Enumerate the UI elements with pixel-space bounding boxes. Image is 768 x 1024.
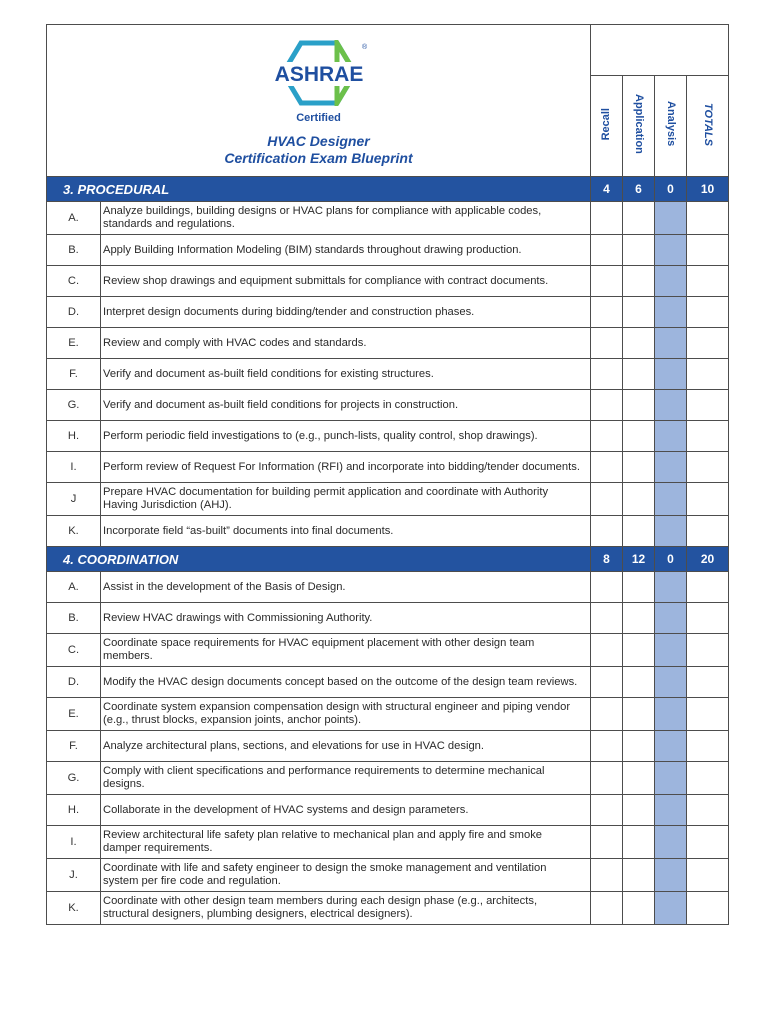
analysis-cell — [655, 235, 687, 266]
column-header-recall: Recall — [591, 76, 623, 177]
application-cell — [623, 390, 655, 421]
totals-cell — [687, 390, 729, 421]
recall-cell — [591, 390, 623, 421]
section-total: 10 — [687, 177, 729, 202]
recall-cell — [591, 892, 623, 925]
title-line-2: Certification Exam Blueprint — [224, 150, 413, 166]
analysis-cell — [655, 603, 687, 634]
analysis-cell — [655, 667, 687, 698]
totals-cell — [687, 762, 729, 795]
analysis-cell — [655, 452, 687, 483]
application-cell — [623, 202, 655, 235]
item-description: Perform review of Request For Information (RFI) and incorporate into bidding/tender documents. — [101, 452, 591, 483]
analysis-cell — [655, 572, 687, 603]
recall-cell — [591, 667, 623, 698]
section-header-row — [47, 547, 729, 572]
item-letter: J. — [47, 859, 101, 892]
item-letter: B. — [47, 235, 101, 266]
totals-cell — [687, 667, 729, 698]
item-letter: G. — [47, 390, 101, 421]
item-letter: B. — [47, 603, 101, 634]
analysis-cell — [655, 826, 687, 859]
totals-cell — [687, 698, 729, 731]
totals-cell — [687, 359, 729, 390]
item-description: Analyze architectural plans, sections, and elevations for use in HVAC design. — [101, 731, 591, 762]
application-cell — [623, 731, 655, 762]
application-cell — [623, 603, 655, 634]
recall-cell — [591, 235, 623, 266]
registered-mark: ® — [361, 44, 367, 51]
table-row — [47, 483, 729, 516]
item-letter: C. — [47, 266, 101, 297]
item-description: Apply Building Information Modeling (BIM) standards throughout drawing production. — [101, 235, 591, 266]
item-letter: G. — [47, 762, 101, 795]
totals-cell — [687, 328, 729, 359]
application-cell — [623, 762, 655, 795]
item-description: Incorporate field “as-built” documents into final documents. — [101, 516, 591, 547]
item-description: Coordinate system expansion compensation design with structural engineer and piping vendor (e.g., thrust blocks, expansion joints, anchor points). — [101, 698, 591, 731]
table-row — [47, 421, 729, 452]
totals-cell — [687, 572, 729, 603]
recall-cell — [591, 731, 623, 762]
table-row — [47, 452, 729, 483]
item-description: Review architectural life safety plan relative to mechanical plan and apply fire and smoke damper requirements. — [101, 826, 591, 859]
table-row — [47, 297, 729, 328]
totals-cell — [687, 795, 729, 826]
section-header-row — [47, 177, 729, 202]
item-letter: D. — [47, 667, 101, 698]
recall-cell — [591, 266, 623, 297]
application-cell — [623, 483, 655, 516]
item-letter: E. — [47, 698, 101, 731]
item-letter: F. — [47, 731, 101, 762]
table-row — [47, 572, 729, 603]
analysis-cell — [655, 202, 687, 235]
analysis-cell — [655, 483, 687, 516]
table-row — [47, 859, 729, 892]
section-application: 12 — [623, 547, 655, 572]
application-cell — [623, 572, 655, 603]
recall-cell — [591, 483, 623, 516]
item-description: Collaborate in the development of HVAC systems and design parameters. — [101, 795, 591, 826]
recall-cell — [591, 328, 623, 359]
item-description: Interpret design documents during bidding/tender and construction phases. — [101, 297, 591, 328]
application-cell — [623, 795, 655, 826]
item-description: Coordinate with life and safety engineer to design the smoke management and ventilation system per fire code and regulation. — [101, 859, 591, 892]
item-letter: I. — [47, 452, 101, 483]
section-recall: 4 — [591, 177, 623, 202]
section-application: 6 — [623, 177, 655, 202]
totals-cell — [687, 634, 729, 667]
application-cell — [623, 266, 655, 297]
item-letter: A. — [47, 572, 101, 603]
analysis-cell — [655, 634, 687, 667]
section-recall: 8 — [591, 547, 623, 572]
analysis-cell — [655, 892, 687, 925]
table-row — [47, 892, 729, 925]
analysis-cell — [655, 390, 687, 421]
page-title — [47, 133, 590, 167]
certified-label: Certified — [296, 112, 341, 124]
section-analysis: 0 — [655, 547, 687, 572]
table-row — [47, 516, 729, 547]
section-title: 3. PROCEDURAL — [47, 177, 591, 202]
section-analysis: 0 — [655, 177, 687, 202]
analysis-cell — [655, 266, 687, 297]
item-description: Coordinate with other design team members during each design phase (e.g., architects, structural designers, plumbing designers, electrical designers). — [101, 892, 591, 925]
recall-cell — [591, 603, 623, 634]
table-row — [47, 328, 729, 359]
totals-cell — [687, 731, 729, 762]
table-row — [47, 634, 729, 667]
hexagon-logo-icon — [269, 40, 369, 106]
section-title: 4. COORDINATION — [47, 547, 591, 572]
header-blank-cell — [591, 25, 729, 76]
analysis-cell — [655, 421, 687, 452]
item-description: Coordinate space requirements for HVAC equipment placement with other design team members. — [101, 634, 591, 667]
application-cell — [623, 826, 655, 859]
analysis-cell — [655, 698, 687, 731]
item-letter: F. — [47, 359, 101, 390]
recall-cell — [591, 859, 623, 892]
totals-cell — [687, 421, 729, 452]
table-row — [47, 603, 729, 634]
item-description: Prepare HVAC documentation for building permit application and coordinate with Authority Having Jurisdiction (AHJ). — [101, 483, 591, 516]
analysis-cell — [655, 359, 687, 390]
recall-cell — [591, 421, 623, 452]
totals-cell — [687, 452, 729, 483]
application-cell — [623, 235, 655, 266]
title-line-1: HVAC Designer — [267, 133, 370, 149]
item-letter: E. — [47, 328, 101, 359]
application-cell — [623, 421, 655, 452]
recall-cell — [591, 572, 623, 603]
table-row — [47, 762, 729, 795]
column-header-totals: TOTALS — [687, 76, 729, 177]
item-description: Review HVAC drawings with Commissioning Authority. — [101, 603, 591, 634]
application-cell — [623, 698, 655, 731]
table-row — [47, 795, 729, 826]
analysis-cell — [655, 859, 687, 892]
item-description: Verify and document as-built field conditions for projects in construction. — [101, 390, 591, 421]
item-letter: H. — [47, 795, 101, 826]
recall-cell — [591, 795, 623, 826]
analysis-cell — [655, 297, 687, 328]
ashrae-logo — [269, 40, 369, 125]
totals-cell — [687, 603, 729, 634]
table-row — [47, 390, 729, 421]
blueprint-table — [46, 24, 729, 925]
item-letter: D. — [47, 297, 101, 328]
item-description: Assist in the development of the Basis of Design. — [101, 572, 591, 603]
application-cell — [623, 667, 655, 698]
application-cell — [623, 452, 655, 483]
application-cell — [623, 359, 655, 390]
item-description: Comply with client specifications and performance requirements to determine mechanical designs. — [101, 762, 591, 795]
totals-cell — [687, 859, 729, 892]
table-row — [47, 826, 729, 859]
application-cell — [623, 892, 655, 925]
item-description: Verify and document as-built field conditions for existing structures. — [101, 359, 591, 390]
recall-cell — [591, 452, 623, 483]
table-row — [47, 235, 729, 266]
recall-cell — [591, 359, 623, 390]
recall-cell — [591, 826, 623, 859]
item-letter: K. — [47, 516, 101, 547]
item-letter: H. — [47, 421, 101, 452]
application-cell — [623, 516, 655, 547]
table-row — [47, 266, 729, 297]
totals-cell — [687, 516, 729, 547]
totals-cell — [687, 297, 729, 328]
recall-cell — [591, 634, 623, 667]
brand-name: ASHRAE — [274, 63, 363, 86]
section-total: 20 — [687, 547, 729, 572]
recall-cell — [591, 297, 623, 328]
totals-cell — [687, 483, 729, 516]
application-cell — [623, 328, 655, 359]
analysis-cell — [655, 795, 687, 826]
item-letter: J — [47, 483, 101, 516]
item-description: Perform periodic field investigations to (e.g., punch-lists, quality control, shop drawings). — [101, 421, 591, 452]
recall-cell — [591, 516, 623, 547]
totals-cell — [687, 826, 729, 859]
table-row — [47, 698, 729, 731]
totals-cell — [687, 892, 729, 925]
totals-cell — [687, 235, 729, 266]
column-header-application: Application — [623, 76, 655, 177]
application-cell — [623, 859, 655, 892]
column-header-analysis: Analysis — [655, 76, 687, 177]
table-row — [47, 359, 729, 390]
analysis-cell — [655, 328, 687, 359]
totals-cell — [687, 202, 729, 235]
recall-cell — [591, 698, 623, 731]
analysis-cell — [655, 762, 687, 795]
recall-cell — [591, 202, 623, 235]
analysis-cell — [655, 516, 687, 547]
recall-cell — [591, 762, 623, 795]
item-letter: K. — [47, 892, 101, 925]
item-letter: A. — [47, 202, 101, 235]
item-description: Modify the HVAC design documents concept based on the outcome of the design team reviews. — [101, 667, 591, 698]
item-letter: I. — [47, 826, 101, 859]
table-row — [47, 667, 729, 698]
table-row — [47, 202, 729, 235]
table-row — [47, 731, 729, 762]
application-cell — [623, 297, 655, 328]
item-letter: C. — [47, 634, 101, 667]
totals-cell — [687, 266, 729, 297]
item-description: Analyze buildings, building designs or HVAC plans for compliance with applicable codes, standards and regulations. — [101, 202, 591, 235]
header-logo-cell — [47, 25, 591, 177]
application-cell — [623, 634, 655, 667]
analysis-cell — [655, 731, 687, 762]
item-description: Review shop drawings and equipment submittals for compliance with contract documents. — [101, 266, 591, 297]
item-description: Review and comply with HVAC codes and standards. — [101, 328, 591, 359]
